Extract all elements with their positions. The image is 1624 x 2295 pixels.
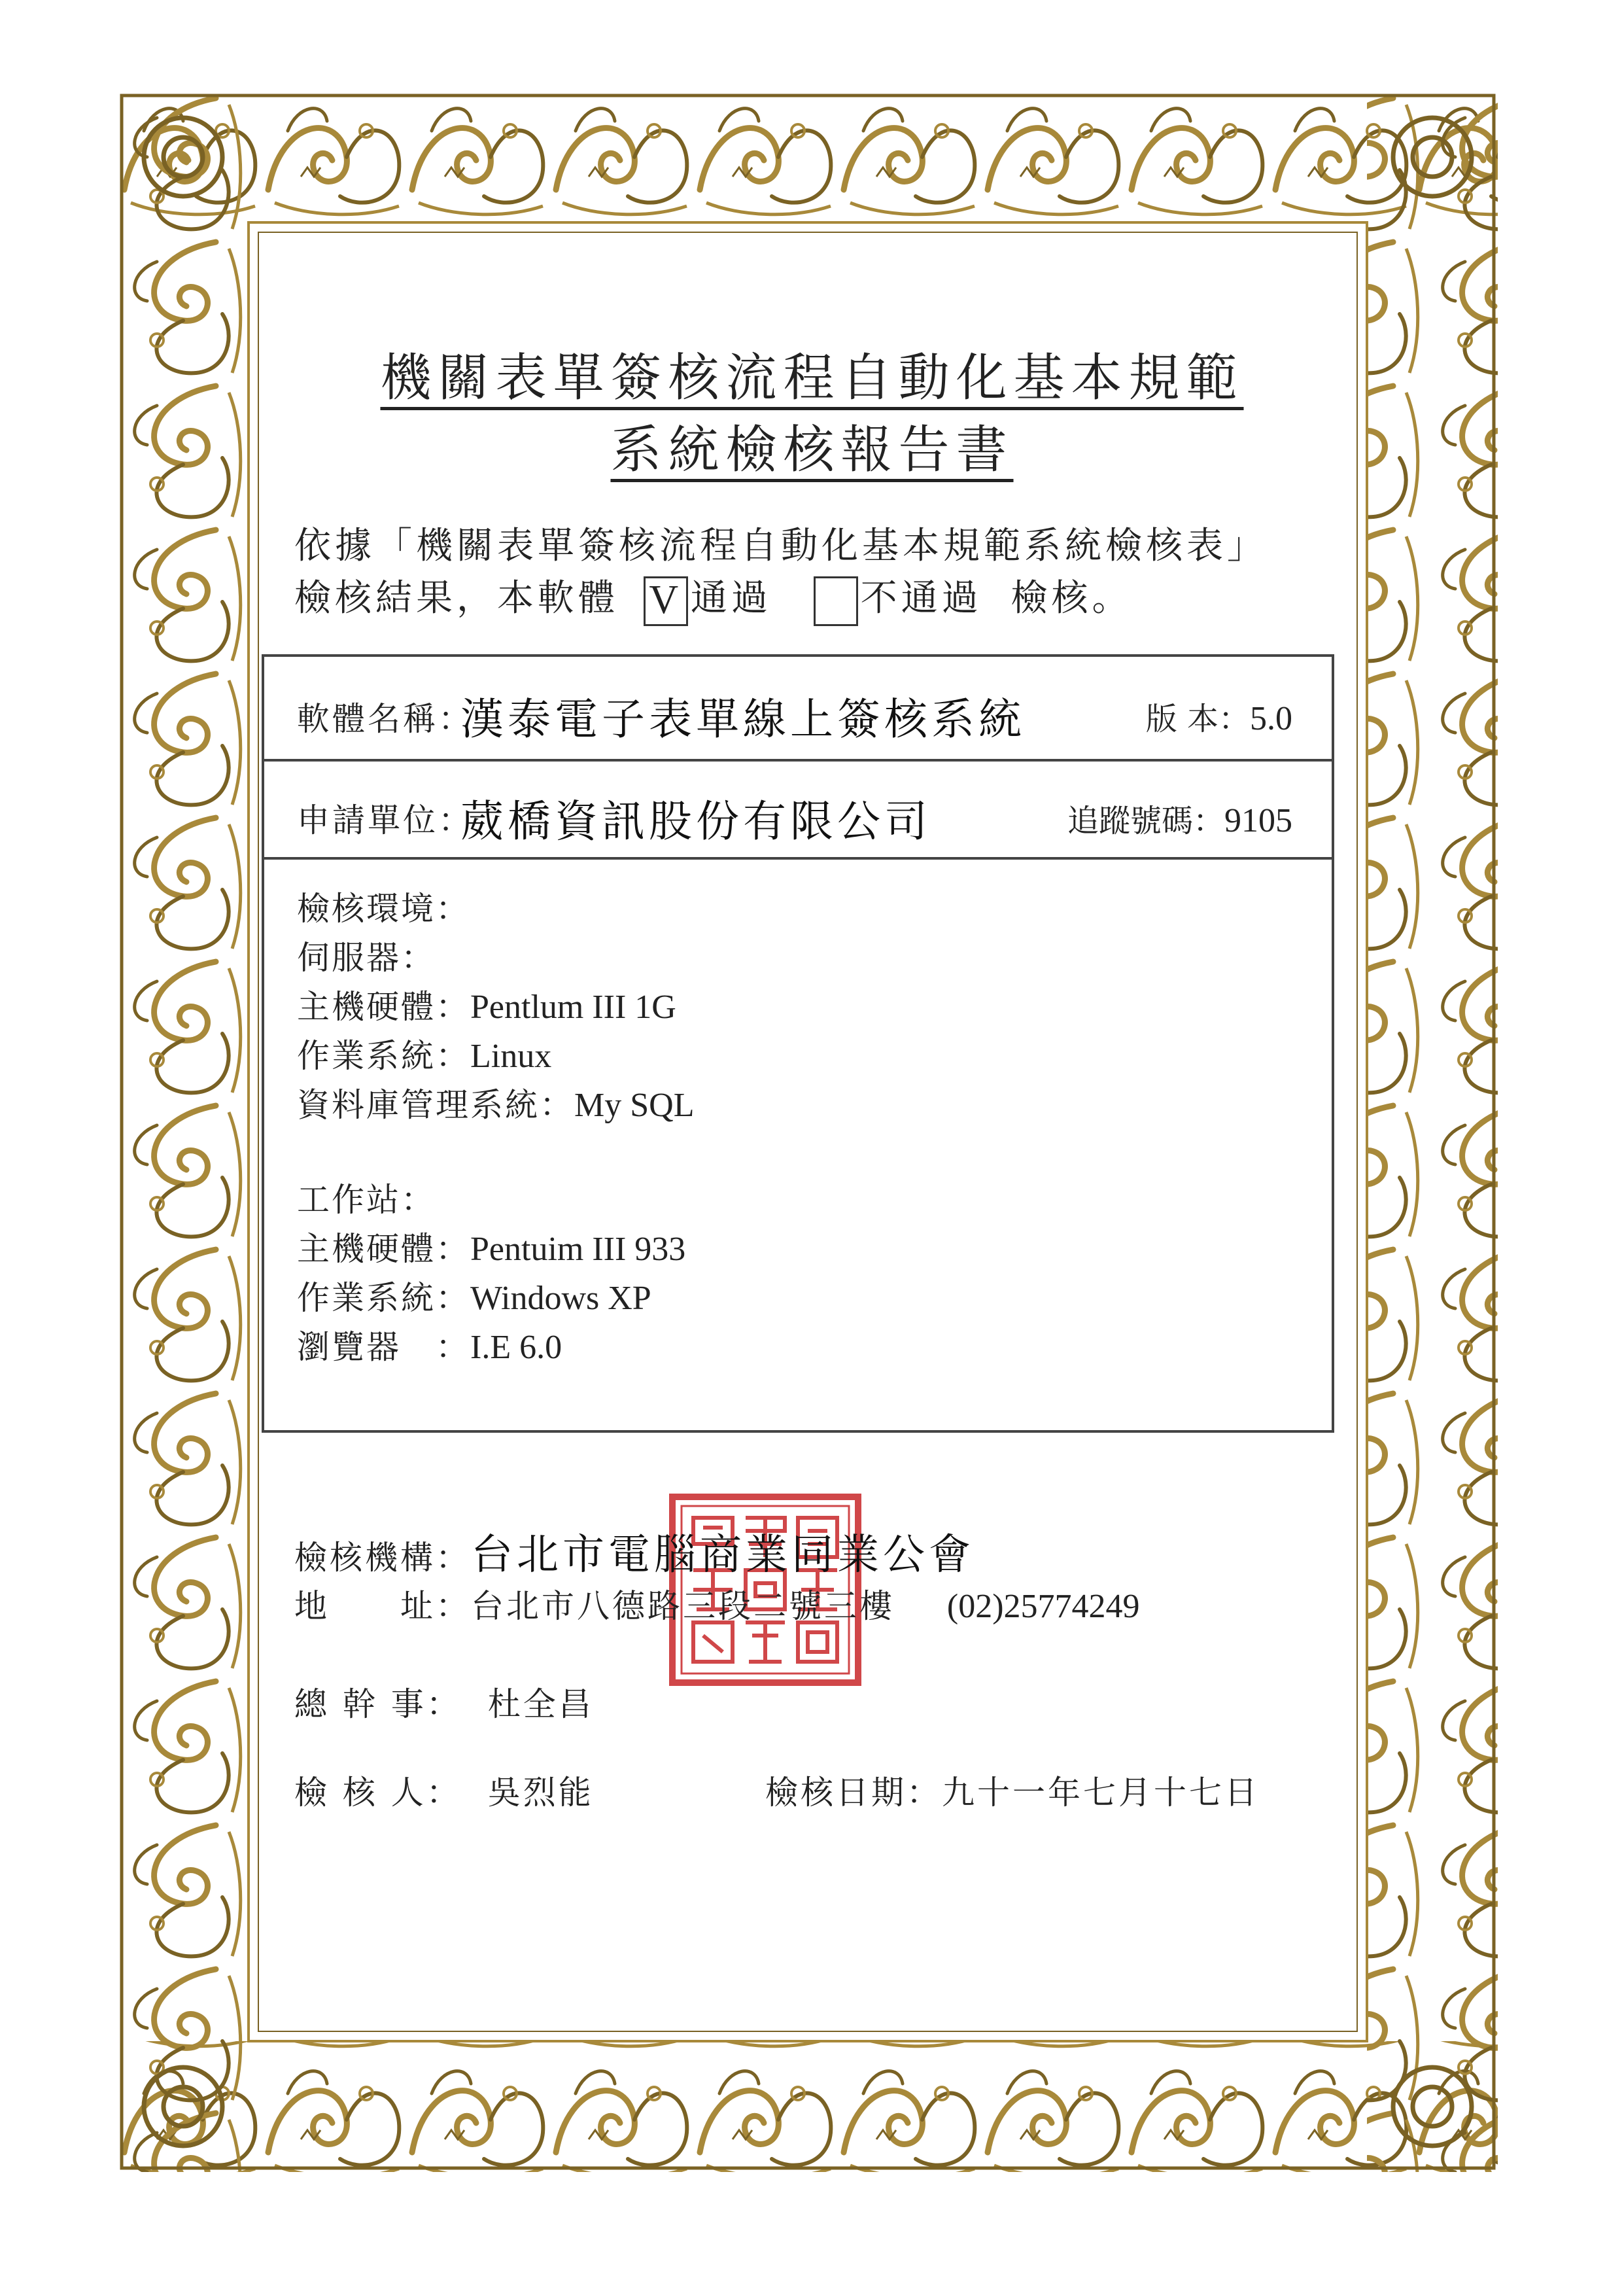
organization-line	[294, 1521, 975, 1581]
inspector-name: 吳烈能	[487, 1774, 594, 1812]
server-os-label: 作業系統：	[297, 1037, 470, 1075]
software-version	[1146, 693, 1292, 739]
document-title-line2: 系統檢核報告書	[610, 421, 1014, 480]
ws-browser	[297, 1321, 562, 1368]
tracking-number	[1067, 796, 1292, 841]
server-db	[297, 1079, 694, 1126]
ws-os	[297, 1272, 651, 1319]
address-value: 台北市八德路三段二號三樓	[471, 1587, 895, 1625]
server-hw	[297, 981, 676, 1028]
intro-suffix: 檢核。	[1011, 577, 1133, 620]
server-os-value: Linux	[470, 1038, 552, 1075]
server-os	[297, 1030, 551, 1077]
ws-hw-value: Pentuim III 933	[470, 1231, 686, 1268]
inspector-label: 檢 核 人：	[294, 1774, 462, 1812]
applicant-label: 申請單位：	[297, 801, 474, 839]
tracking-value: 9105	[1224, 802, 1292, 839]
phone-value: (02)25774249	[946, 1588, 1140, 1625]
document-subtitle	[0, 409, 1624, 482]
info-box	[262, 654, 1334, 1433]
ws-browser-label: 瀏覽器 ：	[297, 1328, 470, 1366]
intro-line1: 依據「機關表單簽核流程自動化基本規範系統檢核表」	[294, 525, 1268, 567]
pass-label: 通過	[690, 577, 772, 620]
inspector-line	[294, 1766, 594, 1813]
date-line	[765, 1766, 1260, 1813]
software-label: 軟體名稱：	[297, 700, 474, 738]
env-heading: 檢核環境：	[297, 890, 470, 928]
intro-line2	[294, 569, 1132, 626]
applicant-name: 葳橋資訊股份有限公司	[460, 796, 931, 847]
software-row	[264, 657, 1332, 762]
version-label: 版 本：	[1145, 701, 1250, 737]
ws-os-value: Windows XP	[470, 1280, 651, 1317]
director-label: 總 幹 事：	[294, 1685, 462, 1723]
software-name: 漢泰電子表單線上簽核系統	[460, 694, 1026, 745]
server-hw-label: 主機硬體：	[297, 988, 470, 1026]
ws-os-label: 作業系統：	[297, 1279, 470, 1317]
pass-checkbox: V	[644, 576, 688, 626]
organization-name: 台北市電腦商業同業公會	[471, 1531, 975, 1579]
fail-label: 不通過	[860, 577, 982, 620]
document-title	[0, 337, 1624, 410]
workstation-heading: 工作站：	[297, 1181, 436, 1219]
director-line	[294, 1678, 594, 1725]
applicant-row	[264, 762, 1332, 860]
date-label: 檢核日期：	[765, 1774, 942, 1812]
ws-browser-value: I.E 6.0	[470, 1329, 562, 1366]
server-db-label: 資料庫管理系統：	[297, 1086, 574, 1124]
intro-prefix: 檢核結果，本軟體	[294, 577, 619, 620]
document-title-line1: 機關表單簽核流程自動化基本規範	[380, 349, 1244, 408]
date-value: 九十一年七月十七日	[942, 1774, 1260, 1812]
tracking-label: 追蹤號碼：	[1067, 803, 1224, 839]
organization-label: 檢核機構：	[294, 1539, 471, 1577]
version-value: 5.0	[1250, 700, 1292, 737]
ws-hw-label: 主機硬體：	[297, 1230, 470, 1268]
ws-hw	[297, 1223, 685, 1270]
server-hw-value: Pentlum III 1G	[470, 989, 676, 1026]
fail-checkbox	[814, 576, 858, 626]
address-line	[294, 1580, 1140, 1627]
server-heading: 伺服器：	[297, 939, 436, 977]
director-name: 杜全昌	[487, 1685, 594, 1723]
server-db-value: My SQL	[574, 1087, 695, 1124]
address-label: 地 址：	[294, 1587, 471, 1625]
